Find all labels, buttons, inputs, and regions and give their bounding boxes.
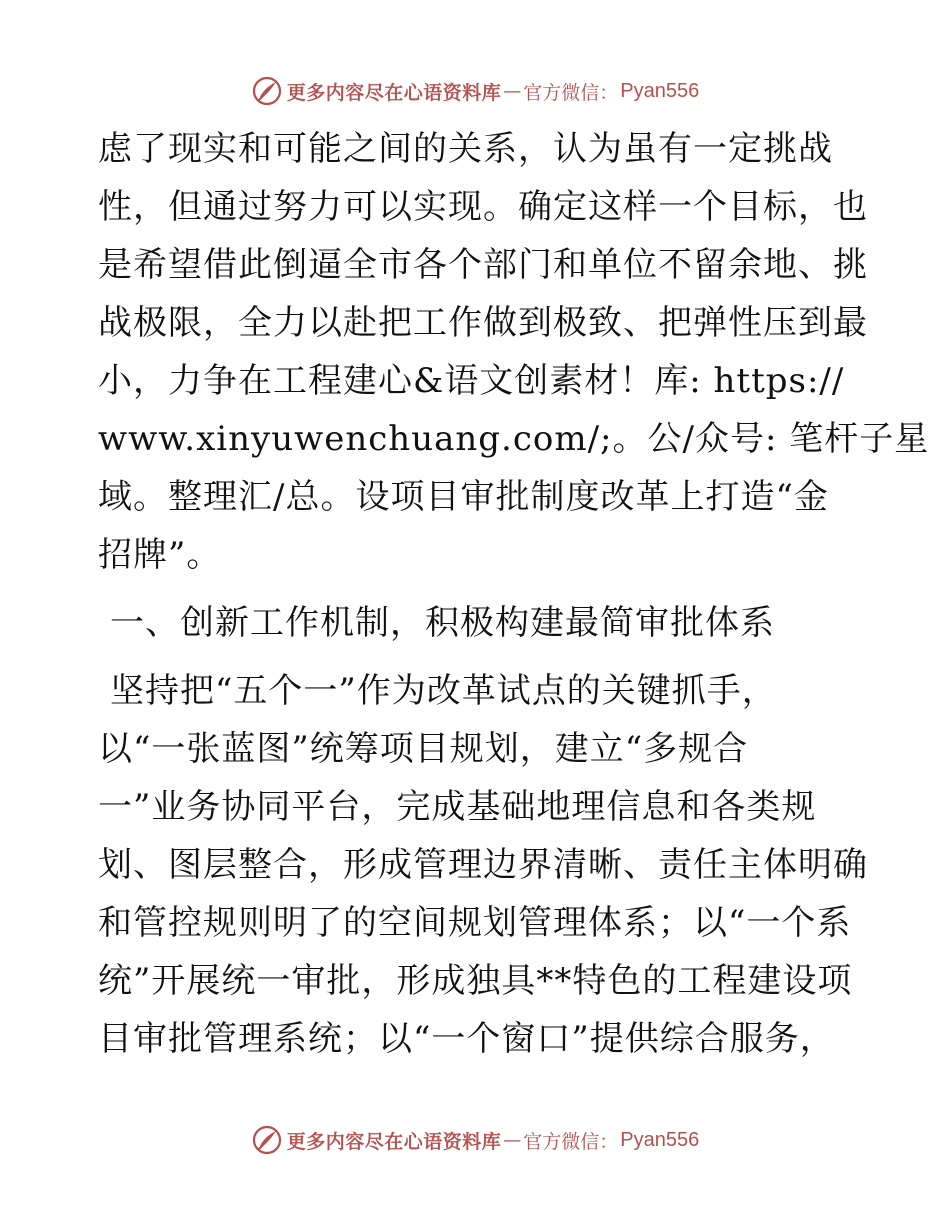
footer-banner: [0, 1120, 950, 1160]
para2-line-1: 坚持把“五个一”作为改革试点的关键抓手，: [110, 671, 777, 711]
para1-line-3: 是希望借此倒逼全市各个部门和单位不留余地、挑: [98, 245, 868, 285]
para2-line-5: 和管控规则明了的空间规划管理体系；以“一个系: [98, 903, 852, 943]
header-banner: [0, 71, 950, 111]
para1-line-4: 战极限，全力以赴把工作做到极致、把弹性压到最: [98, 303, 868, 343]
banner-separator: —: [503, 80, 522, 102]
footer-wechat-id: Pyan556: [620, 1128, 700, 1151]
para1-line-2: 性，但通过努力可以实现。确定这样一个目标，也: [98, 187, 868, 227]
para2-line-7: 目审批管理系统；以“一个窗口”提供综合服务，: [98, 1019, 835, 1059]
footer-official-label: 官方微信：: [523, 1130, 619, 1153]
para1-line-7: 域。整理汇/总。设项目审批制度改革上打造“金: [98, 477, 829, 517]
banner-official-label: 官方微信：: [523, 81, 619, 104]
para1-line-5: 小，力争在工程建心&语文创素材！库: https://: [98, 361, 845, 401]
para2-line-2: 以“一张蓝图”统筹项目规划，建立“多规合: [98, 729, 749, 769]
para2-line-4: 划、图层整合，形成管理边界清晰、责任主体明确: [98, 845, 868, 885]
para1-line-1: 虑了现实和可能之间的关系，认为虽有一定挑战: [98, 129, 833, 169]
para2-line-3: 一”业务协同平台，完成基础地理信息和各类规: [98, 787, 817, 827]
section-heading: 一、创新工作机制，积极构建最简审批体系: [110, 603, 775, 643]
footer-separator: —: [503, 1129, 522, 1151]
banner-brand-text: 更多内容尽在心语资料库: [286, 81, 502, 104]
para2-line-6: 统”开展统一审批，形成独具**特色的工程建设项: [98, 961, 853, 1001]
quill-circle-logo-icon: [251, 75, 283, 107]
banner-wechat-id: Pyan556: [620, 79, 700, 102]
para1-line-6: www.xinyuwenchuang.com/;。公/众号: 笔杆子星: [98, 419, 930, 459]
footer-brand-text: 更多内容尽在心语资料库: [286, 1130, 502, 1153]
quill-circle-logo-icon: [251, 1124, 283, 1156]
para1-line-8: 招牌”。: [98, 535, 222, 575]
document-body: [98, 120, 930, 1068]
